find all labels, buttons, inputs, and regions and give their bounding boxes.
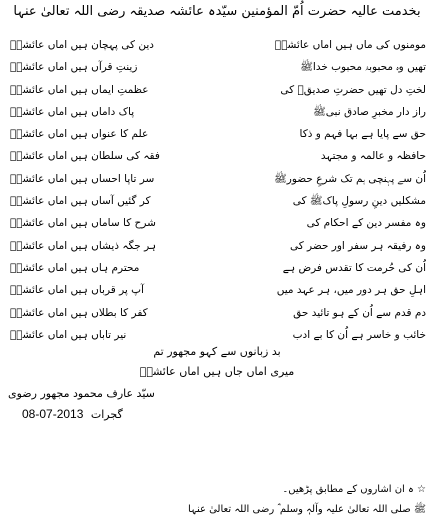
couplet-second-hemistich: سر تاپا احساں ہیں اماں عائشہؓ <box>10 172 155 185</box>
poem-date: 08-07-2013 <box>22 407 84 421</box>
couplet-first-hemistich: اُن سے پہنچی ہم تک شرعِ حضورﷺ <box>274 172 426 185</box>
couplet <box>0 235 434 257</box>
couplet-second-hemistich: آپ پر قرباں ہیں اماں عائشہؓ <box>10 284 144 297</box>
poem-place: گجرات <box>90 408 123 421</box>
couplet <box>0 257 434 279</box>
couplet <box>0 279 434 301</box>
couplet <box>0 79 434 101</box>
couplet-second-hemistich: کفر کا بطلاں ہیں اماں عائشہؓ <box>10 306 148 319</box>
couplet-first-hemistich: خائب و خاسر ہے اُن کا بے ادب <box>292 328 426 341</box>
couplet-first-hemistich: لختِ دل تھیں حضرتِ صدیقؓ کی <box>280 83 426 96</box>
couplet-first-hemistich: مومنوں کی ماں ہیں اماں عائشہؓ <box>274 39 426 51</box>
couplet <box>0 34 434 56</box>
couplet-first-hemistich: حافظہ و عالمہ و مجتہد <box>320 150 426 163</box>
couplet-second-hemistich: علم کا عنواں ہیں اماں عائشہؓ <box>10 128 149 141</box>
author-signature: سیّد عارف محمود مجھور رضوی <box>8 387 155 400</box>
couplet-first-hemistich: وہ رفیقہ ہر سفر اور حضر کی <box>289 239 426 252</box>
closing-line: میری اماں جاں ہیں اماں عائشہؓ <box>139 365 295 378</box>
couplet-second-hemistich: دین کی پہچان ہیں اماں عائشہؓ <box>10 39 154 51</box>
couplet-first-hemistich: دم قدم سے اُن کے ہو تائید حق <box>293 306 426 319</box>
footnote-line: ☆ ہ ان اشاروں کے مطابق پڑھیں۔ <box>282 484 426 495</box>
couplet-first-hemistich: راز دار مخبرِ صادق نبیﷺ <box>313 105 426 118</box>
couplet-first-hemistich: تھیں وہ محبوبۂ محبوب خداﷺ <box>300 61 426 74</box>
couplet-second-hemistich: شرح کا ساماں ہیں اماں عائشہؓ <box>10 217 156 230</box>
footnote-line: ﷺ صلی اللہ تعالیٰ علیہ وآلہٖ وسلم ؓ رضی اللہ تعالیٰ عنہا <box>188 504 426 515</box>
couplet <box>0 190 434 212</box>
couplet-second-hemistich: پاک داماں ہیں اماں عائشہؓ <box>10 105 135 118</box>
couplet-first-hemistich: اُن کی حُرمت کا تقدس فرض ہے <box>282 261 426 274</box>
couplet-second-hemistich: عظمتِ ایماں ہیں اماں عائشہؓ <box>10 83 149 96</box>
closing-line: بد زبانوں سے کہو مجھور تم <box>153 345 281 358</box>
couplet <box>0 302 434 324</box>
couplet-first-hemistich: اہلِ حق ہر دور میں، ہر عہد میں <box>276 284 426 297</box>
couplet-second-hemistich: فقہ کی سلطان ہیں اماں عائشہؓ <box>10 150 160 163</box>
couplet <box>0 168 434 190</box>
couplet <box>0 56 434 78</box>
couplet-first-hemistich: حق سے پایا ہے بہا فہم و ذکا <box>299 128 426 141</box>
date-place <box>22 405 123 424</box>
couplet <box>0 123 434 145</box>
couplet <box>0 212 434 234</box>
couplet-second-hemistich: ہر جگہ ذیشاں ہیں اماں عائشہؓ <box>10 239 157 252</box>
couplet <box>0 145 434 167</box>
couplet-list <box>0 34 434 346</box>
poem-title: بخدمت عالیہ حضرت اُمّ المؤمنین سیّدہ عائشہ صدیقہ رضی اللہ تعالیٰ عنہا <box>13 4 421 19</box>
couplet-second-hemistich: نیر تاباں ہیں اماں عائشہؓ <box>10 328 127 341</box>
couplet <box>0 101 434 123</box>
closing-couplet <box>0 342 434 382</box>
couplet-first-hemistich: وہ مفسر دین کے احکام کی <box>306 217 426 230</box>
couplet-second-hemistich: زینتِ قرآں ہیں اماں عائشہؓ <box>10 61 138 74</box>
couplet-second-hemistich: محترم ہاں ہیں اماں عائشہؓ <box>10 261 140 274</box>
couplet-second-hemistich: کر گئیں آساں ہیں اماں عائشہؓ <box>10 195 151 208</box>
footnotes <box>6 480 426 520</box>
couplet-first-hemistich: مشکلیں دینِ رسولِ پاکﷺ کی <box>292 195 426 208</box>
